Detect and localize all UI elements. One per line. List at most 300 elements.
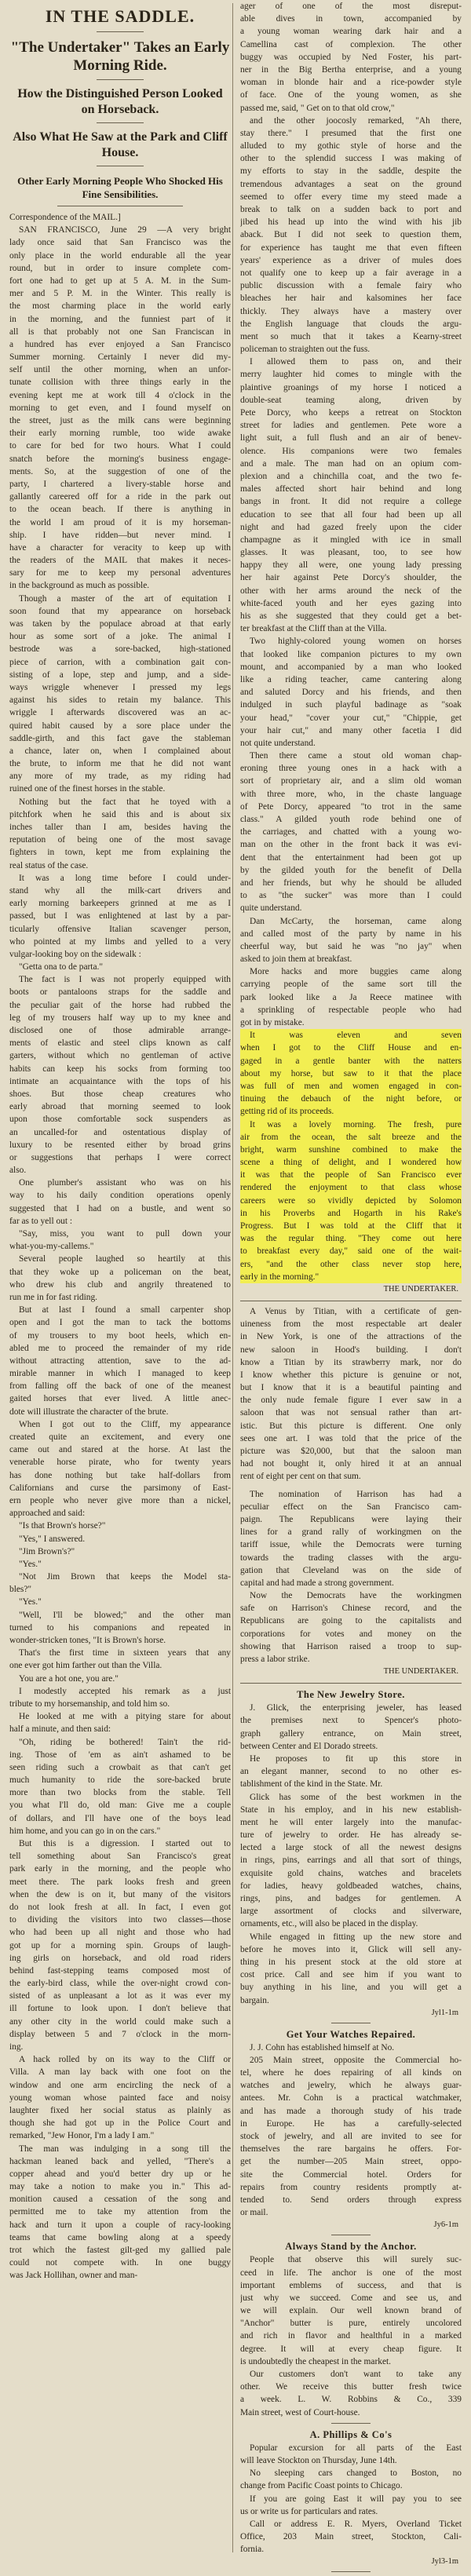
ad-tag: Jyl1-1m xyxy=(431,2008,458,2017)
ad-line: ture of jewelry to order. He has already se- xyxy=(240,1830,462,1841)
article-line: quired habit caused by a sore place under the xyxy=(9,721,231,731)
column-rule xyxy=(232,3,233,2552)
article-line: remarked, "Jew Honor, I'm a lady I am." xyxy=(9,2131,155,2141)
ad-line: lected a large stock of all the newest designs xyxy=(240,1843,462,1853)
article-line: policeman to straighten out the fuss. xyxy=(240,345,371,355)
ad-line: cost price. Call and see him if you want to xyxy=(240,1970,462,1980)
article-line: night and had gazed freely upon the cider xyxy=(240,522,462,532)
article-line: far as to yell out : xyxy=(9,1216,73,1226)
ads-separator xyxy=(240,1683,462,1684)
article-line: carrying people of the same sort till the xyxy=(240,980,462,990)
ad-line: between Center and El Dorado streets. xyxy=(240,1741,378,1751)
article-line: your head," "cover your cut," "Chippie, get xyxy=(240,713,462,723)
ad-block xyxy=(240,1688,462,2023)
article-line: eroning three young ones in a hack with a xyxy=(240,764,462,774)
deck-2: How the Distinguished Person Looked on Horseback. xyxy=(17,87,223,116)
ad-line: site the Commercial hotel. Orders for xyxy=(240,2169,462,2180)
deck-4: Other Early Morning People Who Shocked His Fine Sensibilities. xyxy=(17,175,223,200)
article-line: But at last I found a small carpenter shop xyxy=(19,1305,231,1315)
article-line: habits can keep his socks from forming too xyxy=(9,1064,231,1074)
article-line: gallantly careered off for a ride in the park out xyxy=(9,492,231,502)
political-line: gation that Cleveland was on the side of xyxy=(240,1565,462,1575)
ad-line: and has made a thorough study of his trade xyxy=(240,2106,462,2116)
article-line: ticularly offensive Italian scavenger person, xyxy=(9,924,231,934)
ad-title: A. Phillips & Co's xyxy=(309,2428,392,2440)
article-line: tribute to my horsemanship, and told him so. xyxy=(9,1698,170,1709)
article-line: could not compete with. In one buggy xyxy=(9,2258,231,2268)
article-line: ways wriggle whenever I pressed my legs xyxy=(9,682,231,692)
article-line: evening kept me at work till 4 o'clock in the xyxy=(9,390,231,400)
highlighted-line: getting rid of its proceeds. xyxy=(240,1105,462,1118)
article-line: piece of carrion, with a combination gait con- xyxy=(9,657,231,667)
ad-line: is undoubtedly the cheapest in the market. xyxy=(240,2356,392,2366)
highlighted-line: early in the morning." xyxy=(240,1271,462,1283)
article-line: not qualify one to keep up a fair average in a xyxy=(240,268,462,278)
article-line: "Oh, riding be bothered! Tain't the rid- xyxy=(19,1737,231,1747)
ad-line: before he moves into it, Glick will sell any- xyxy=(240,1944,462,1954)
ad-line: J. J. Cohn has established himself at No. xyxy=(250,2042,395,2052)
political-line: Republicans are going to the capitalists and xyxy=(240,1616,462,1626)
ad-block xyxy=(240,2027,462,2236)
article-line: much humanity to ride the sore-backed brute xyxy=(9,1775,231,1786)
article-line: I modestly accepted his remark as a just xyxy=(19,1686,231,1696)
political-line: The nomination of Harrison has had a xyxy=(250,1489,462,1499)
article-line: passed me, said, " Get on to that old crow," xyxy=(240,103,395,113)
ad-line: us or write us for particulars and rates. xyxy=(240,2506,378,2516)
article-line: run me in for fast riding. xyxy=(9,1292,97,1302)
article-line: park looked like a Ja Reece matinee with xyxy=(240,992,462,1002)
titian-line: had not bought it, only hired it at an annual xyxy=(240,1459,462,1469)
article-line: and called most of the party by name in his xyxy=(240,929,462,939)
highlighted-line: air from the ocean, the salt breeze and the xyxy=(240,1131,462,1144)
ad-line: bargain. xyxy=(240,1995,269,2005)
article-line: ing. Those of 'em as ain't ashamed to be xyxy=(9,1750,231,1760)
article-line: to as "the sucker" was more than I could xyxy=(240,891,462,901)
ad-tag: Jy6-1m xyxy=(433,2220,458,2230)
article-line: Nothing but the fact that he toyed with a xyxy=(19,797,231,807)
article-line: ing. xyxy=(9,2042,24,2052)
titian-line: the only nude female figure I ever saw in a xyxy=(240,1396,462,1406)
titian-line: but I know that it is a beautiful painting and xyxy=(240,1383,462,1393)
article-line: able dives in town, accompanied by xyxy=(240,14,462,24)
article-line: He looked at me with a pitying stare for about xyxy=(19,1712,231,1722)
article-line: tremendous advantages a seat on the ground xyxy=(240,179,462,189)
article-line: ager of one of the most disreput- xyxy=(240,2,462,11)
article-line: "Jim Brown's?" xyxy=(19,1546,75,1556)
article-line: who drew his club and angrily threatened to xyxy=(9,1279,231,1290)
ad-line: the premises next to Spencer's photo- xyxy=(240,1716,462,1726)
article-line: passed, but I was enlightened at last by a par- xyxy=(9,911,231,921)
article-line: But this is a digression. I started out to xyxy=(19,1839,231,1848)
article-line: the English language that clouds the argu- xyxy=(240,319,462,329)
article-line: her hair against Pete Dorcy's shoulder, the xyxy=(240,573,462,583)
article-line: saddle-girth, and this fact gave the stableman xyxy=(9,733,231,743)
article-line: against his sides to retain my balance. This xyxy=(9,695,231,706)
ad-line: If you are going East it will pay you to see xyxy=(250,2494,462,2504)
article-line: ner in the Big Bertha enterprise, and a young xyxy=(240,64,462,75)
article-line: More hacks and more buggies came along xyxy=(250,967,462,977)
article-line: bestrode was a sore-backed, high-stationed xyxy=(9,644,231,655)
article-line: your hair cut," and many other facetia I did xyxy=(240,725,462,735)
ad-line: antees. Mr. Cohn is a practical watchmaker, xyxy=(240,2093,462,2103)
article-line: display between 5 and 7 o'clock in the morn- xyxy=(9,2029,231,2039)
article-line: street for ladies and gentlemen. Pete wore a xyxy=(240,421,462,431)
article-line: vulgar-looking boy on the sidewalk : xyxy=(9,949,141,959)
deck-rule-2 xyxy=(97,122,144,123)
article-line: olence. His companions were two females xyxy=(240,446,462,456)
article-line: mer and 5 P. M. in the Winter. This really is xyxy=(9,289,231,299)
article-line: what-you-my-callems." xyxy=(9,1242,94,1252)
article-line: males affected short hair behind and long xyxy=(240,484,462,494)
right-column xyxy=(240,0,462,2576)
article-line: and the other joocosly remarked, "Ah there, xyxy=(250,115,462,126)
article-line: of my trousers to my boot heels, which en- xyxy=(9,1330,231,1341)
article-line: lady once said that San Francisco was the xyxy=(9,238,231,248)
article-line: turned to his companions and repeated in xyxy=(9,1622,231,1633)
article-line: fort one had to get up at 5 A. M. in the Sum- xyxy=(9,275,231,286)
article-line: bangs in front. It did not require a college xyxy=(240,497,462,507)
ad-line: an elegant manner, second to no other es- xyxy=(240,1767,462,1777)
ad-title: The New Jewelry Store. xyxy=(297,1689,405,1701)
political-line: showing that Harrison raised a troop to sup- xyxy=(240,1641,462,1651)
article-line: to the ocean beach. If there is anything in xyxy=(9,505,231,515)
article-line: or suggestions that perhaps I were correct xyxy=(9,1152,231,1162)
ad-line: "Anchor" butter is pure, entirely uncolored xyxy=(240,2319,462,2329)
highlighted-line: was the regular thing. "They come out here xyxy=(240,1232,462,1245)
article-line: break to talk on a sudden back to port and xyxy=(240,205,462,214)
article-line: hour as some sort of a joke. The animal I xyxy=(9,632,231,642)
article-body-left xyxy=(9,224,231,2282)
article-line: garters, without which no gentleman of active xyxy=(9,1051,231,1061)
ad-line: ornaments, etc., will also be placed in the display. xyxy=(240,1919,418,1929)
headline: IN THE SADDLE. xyxy=(45,6,195,26)
article-line: came out and stared at the horse. At last the xyxy=(9,1445,231,1455)
ad-title: Get Your Watches Repaired. xyxy=(286,2028,416,2040)
ad-line: for ladies, heavy goldbeaded watches, chains, xyxy=(240,1881,462,1891)
article-line: Pete Dorcy, who keeps a retreat on Stockton xyxy=(240,408,462,418)
ad-line: tablishment of the kind in the State. Mr. xyxy=(240,1779,383,1790)
article-line: pitchfork when he said this and is about six xyxy=(9,809,231,819)
article-line: sisting of a lope, step and jump, and a side- xyxy=(9,670,231,680)
article-line: SAN FRANCISCO, June 29 —A very bright xyxy=(19,225,231,235)
ad-line: themselves the rare bargains he offers. For- xyxy=(240,2144,462,2155)
article-line: in the morning, and the funniest part of it xyxy=(9,314,231,324)
article-line: seen riding such a crowbait as that can't get xyxy=(9,1762,231,1772)
highlighted-passage xyxy=(240,1029,462,1283)
article-line: stand why all the milk-cart drivers and xyxy=(9,885,231,896)
ad-line: State in his employ, and in his new establish- xyxy=(240,1804,462,1815)
article-line: and saluted Dorcy and his friends, and then xyxy=(240,688,462,698)
article-line: tunate collision with three things early in the xyxy=(9,378,231,388)
article-line: an uncalled-for and ostentatious display of xyxy=(9,1127,231,1137)
article-line: who had been up all night and those who had xyxy=(9,1928,231,1938)
article-line: That's the first time in sixteen years that any xyxy=(19,1648,231,1658)
article-line: in the background as much as possible. xyxy=(9,581,150,591)
article-line: Though a master of the art of equitation I xyxy=(19,593,231,604)
political-signature: THE UNDERTAKER. xyxy=(383,1667,458,1677)
titian-line: in New York, is one of the attractions of the xyxy=(240,1332,462,1342)
article-line: Dan McCarty, the horseman, came along xyxy=(250,916,462,926)
article-line: alluded to my gothic style of horse and the xyxy=(240,141,462,151)
article-line: Two highly-colored young women on horses xyxy=(250,637,462,647)
ad-line: graph gallery entrance, on Main street, xyxy=(240,1728,462,1739)
article-line: man on the other in the front back it was evi- xyxy=(240,840,462,850)
article-line: the world I am proud of it is my horseman- xyxy=(9,517,231,527)
article-line: got up for a morning spin. Groups of laugh- xyxy=(9,1940,231,1950)
article-line: that looked like companion pictures to my own xyxy=(240,649,462,659)
article-line: merry laughter hid comes to mingle with the xyxy=(240,370,462,380)
article-line: luxury to be resented either by broad grins xyxy=(9,1140,231,1150)
article-line: ing girls on horseback, and old road riders xyxy=(9,1953,231,1963)
article-line: and her friends, but why he should be alluded xyxy=(240,878,462,888)
article-line: their early morning rumble, too wide awake xyxy=(9,429,231,439)
article-line: by the gilded youth for the benefit of Della xyxy=(240,865,462,875)
article-line: was Jack Hollihan, owner and man- xyxy=(9,2271,138,2281)
article-line: real status of the case. xyxy=(9,860,89,870)
article-line: ship. I have ridden—but never mind. I xyxy=(9,530,231,540)
article-line: You are a hot one, you are." xyxy=(19,1673,119,1684)
article-line: may take a notion to make you in." This ad- xyxy=(9,2182,231,2192)
article-line: One plumber's assistant who was on his xyxy=(19,1178,231,1188)
article-line: morning to get even, and I found myself on xyxy=(9,403,231,413)
article-line: though she had got up in the Police Court and xyxy=(9,2118,231,2129)
article-line: ment so much that it takes a Kearny-street xyxy=(240,331,462,341)
article-line: abled me to proceed the remainder of my ride xyxy=(9,1343,231,1353)
highlighted-line: in his Proverbs and Hogarth in his Rake's xyxy=(240,1207,462,1220)
ad-line: change from Pacific Coast points to Chicago. xyxy=(240,2481,403,2491)
highlighted-line: scene a thing of delight, and I wondered how xyxy=(240,1156,462,1169)
article-line: I allowed them to pass on, and their xyxy=(250,357,462,367)
article-line: thickly. They always have a mastery over xyxy=(240,306,462,316)
political-line: lines for a grand rally of workingmen on the xyxy=(240,1527,462,1538)
titian-line: I know whether this picture is genuine or not, xyxy=(240,1370,462,1380)
article-line: to care for bed for two hours. What I could xyxy=(9,441,231,451)
article-line: have a character for veracity to keep up with xyxy=(9,542,231,553)
article-line: his as she suggested that they could get a bet- xyxy=(240,611,462,621)
article-line: tell something about San Francisco's great xyxy=(9,1852,231,1862)
article-line: window and one arm encircling the neck of a xyxy=(9,2080,231,2090)
article-line: other to the splendid success I was making of xyxy=(240,154,462,164)
article-line: self until the other morning, when an unfor- xyxy=(9,365,231,375)
ad-line: exquisite gold chains, watches and bracelets xyxy=(240,1868,462,1878)
article-line: woman in blonde hair and a rice-powder style xyxy=(240,78,462,88)
article-line: sort of proprietary air, and a slim old woman xyxy=(240,776,462,786)
article-line: when the dew is on it, but many of the visitors xyxy=(9,1889,231,1899)
article-line: and a male. The man had on an opium com- xyxy=(240,458,462,469)
ad-line: While engaged in fitting up the new store and xyxy=(250,1932,462,1942)
titian-line: saloon that was not sensual rather than art- xyxy=(240,1408,462,1418)
highlighted-line: bright, warm sunshine combined to make the xyxy=(240,1144,462,1156)
ad-line: other. We receive this butter fresh twice xyxy=(240,2382,462,2392)
article-line: indulged in such playful badinage as "soak xyxy=(240,700,462,710)
article-line: Camellina cast of complexion. The other xyxy=(240,39,462,49)
article-line: party, I chartered a livery-stable horse and xyxy=(9,479,231,489)
article-line: for experience has taught me that even fifteen xyxy=(240,243,462,253)
article-line: double-seat teaming along, driven by xyxy=(240,395,462,405)
article-line: young woman whose painted face and noisy xyxy=(9,2093,231,2103)
article-line: the most charming place in the world early xyxy=(9,301,231,312)
article-line: ments of elastic and steel clips known as calf xyxy=(9,1038,231,1049)
titian-line: rent of eight per cent on that sum. xyxy=(240,1472,361,1482)
article-line: buggy was occupied by Ned Foster, his part- xyxy=(240,52,462,62)
ad-line: Main street, west of Court-house. xyxy=(240,2407,360,2417)
article-line: It was a long time before I could under- xyxy=(19,873,231,883)
ad-line: People that observe this will surely suc- xyxy=(250,2255,462,2265)
ad-line: a week. L. W. Robbins & Co., 339 xyxy=(240,2395,462,2405)
article-line: sary for me to keep my personal adventures xyxy=(9,568,231,578)
deck-3: Also What He Saw at the Park and Cliff House. xyxy=(13,130,228,159)
ad-line: large assortment of clocks and silverware, xyxy=(240,1906,462,1917)
article-line: park early in the morning, and the people who xyxy=(9,1864,231,1874)
political-line: corporations for votes and money on the xyxy=(240,1629,462,1639)
article-signature: THE UNDERTAKER. xyxy=(383,1284,458,1293)
article-line: upon those comfortable sock suspenders as xyxy=(9,1115,231,1125)
article-line: boots or pantaloons straps for the saddle and xyxy=(9,987,231,998)
ad-line: we will explain. Our well known brand of xyxy=(240,2306,462,2316)
ad-line: buy anything in his line, and you will get a xyxy=(240,1983,462,1993)
ad-line: rings, pins, and badges for gentlemen. A xyxy=(240,1894,462,1903)
article-line: open and I got the man to tack the bottoms xyxy=(9,1318,231,1328)
article-line: way to his daily condition operations openly xyxy=(9,1191,231,1201)
article-line: was taken by the populace abroad at that early xyxy=(9,619,231,629)
article-line: bles?" xyxy=(9,1585,32,1595)
article-line: The man was indulging in a song till the xyxy=(19,2144,231,2154)
ad-line: 205 Main street, opposite the Commercial ho- xyxy=(250,2055,462,2065)
article-line: The fact is I was not properly equipped with xyxy=(19,975,231,985)
ad-separator xyxy=(331,2423,371,2424)
article-line: from falling off the back of one of the meanest xyxy=(9,1381,231,1392)
article-line: "Yes." xyxy=(19,1559,42,1569)
article-line: dent that the entertainment had been got up xyxy=(240,852,462,863)
titian-line: uineness from the most respectable art dealer xyxy=(240,1319,462,1330)
article-line: ern people who never give more than a nickel, xyxy=(9,1495,231,1505)
article-line: jibed his head up into the wind with his jib xyxy=(240,217,462,228)
article-line: without attracting attention, save to the ad- xyxy=(9,1356,231,1366)
article-line: the peculiar gait of the horse had rubbed the xyxy=(9,1000,231,1010)
article-line: also. xyxy=(9,1166,27,1176)
article-line: leg of my trousers half way up to my knee and xyxy=(9,1013,231,1023)
article-line: asked to join them at breakfast. xyxy=(240,954,352,965)
titian-line: A Venus by Titian, with a certificate of gen- xyxy=(250,1306,462,1316)
article-line: the street, just as the milk cans were beginning xyxy=(9,416,231,425)
article-line: gaited horses that ever lived. A little anec- xyxy=(9,1394,231,1404)
article-line: the carriages, and chatted with a young wo- xyxy=(240,827,462,837)
article-line: approached and said: xyxy=(9,1509,86,1519)
article-line: behind fast-stepping teams composed most of xyxy=(9,1965,231,1976)
ad-line: ceed in life. The anchor is one of the most xyxy=(240,2268,462,2278)
article-line: early abroad that morning seemed to look xyxy=(9,1102,231,1112)
article-line: Then there came a stout old woman chap- xyxy=(250,751,462,761)
article-line: ments. So, at the suggestion of one of the xyxy=(9,466,231,476)
headline-rule xyxy=(97,31,144,32)
article-line: round, but in order to insure complete com- xyxy=(9,263,231,273)
political-line: towards the trading classes with the argu- xyxy=(240,1553,462,1563)
article-line: happy they all were, one young lady pressing xyxy=(240,560,462,571)
ad-line: ment he will enter largely into the manufac- xyxy=(240,1817,462,1827)
article-line: dote will illustrate the character of the brute. xyxy=(9,1407,169,1417)
article-line: suggested that I had on a bustle, and went so xyxy=(9,1203,231,1213)
titian-line: istic. But this picture is different. One only xyxy=(240,1421,462,1431)
article-line: plexion and a chinchilla coat, and the two fe- xyxy=(240,471,462,481)
article-line: of dollars, and I'll have one of the boys lead xyxy=(9,1813,231,1823)
article-line: hackman leaned back and yelled, "There's a xyxy=(9,2156,231,2166)
ad-line: Office, 203 Main street, Stockton, Cali- xyxy=(240,2532,462,2542)
ad-block xyxy=(240,2428,462,2573)
ad-line: degree. It will at every cheap figure. It xyxy=(240,2344,462,2354)
article-line: permitted me to take my attention from the xyxy=(9,2207,231,2217)
article-line: Several people laughed so heartily at this xyxy=(19,1254,231,1264)
ad-line: get the number—205 Main street, oppo- xyxy=(240,2157,462,2167)
highlighted-line: about my horse, but saw to it that the place xyxy=(240,1067,462,1080)
article-line: "Yes." xyxy=(19,1597,42,1607)
article-line: you what I'll do, old man: Give me a couple xyxy=(9,1801,231,1811)
ad-separator xyxy=(331,2571,371,2572)
article-line: got in by mistake. xyxy=(240,1018,305,1027)
article-line: copper ahead and you'd better dry up or he xyxy=(9,2169,231,2179)
ad-line: Glick has some of the best workmen in the xyxy=(250,1792,462,1802)
article-line: light suit, a full flush and an air of benev- xyxy=(240,433,462,443)
article-line: years' experience as a driver of mules does xyxy=(240,255,462,265)
article-line: "Yes," I answered. xyxy=(19,1534,86,1544)
article-line: fighters in town, kept me from explaining the xyxy=(9,848,231,858)
article-line: stay there." I presumed that the first one xyxy=(240,128,462,138)
article-line: ter breakfast at the Cliff than at the Villa. xyxy=(240,624,387,634)
article-line: class." A gilded youth rode behind one of xyxy=(240,815,462,824)
article-line: created quite an excitement, and every one xyxy=(9,1432,231,1442)
article-line: trot which the fastest gilt-ged my gallied pale xyxy=(9,2246,231,2255)
article-line: aback. But I did not seek to question them, xyxy=(240,230,462,240)
article-line: only place in the world endurable all the year xyxy=(9,250,231,261)
article-line: one ever got him farther out than the Villa. xyxy=(9,1661,162,1671)
political-line: press a labor strike. xyxy=(240,1655,310,1664)
article-line: ill fortune to look upon. I don't believe that xyxy=(9,2004,231,2014)
political-line: Now the Democrats have the workingmen xyxy=(250,1591,462,1601)
advertisements xyxy=(240,1688,462,2572)
article-line: half a minute, and then said: xyxy=(9,1724,111,1735)
article-line: all is that probably not one San Franciscan in xyxy=(9,327,231,337)
highlighted-line: was full of men and women engaged in con- xyxy=(240,1080,462,1093)
article-line: do not look fresh at all. In fact, I even got xyxy=(9,1902,231,1912)
article-line: teams that came bowling along at a speedy xyxy=(9,2232,231,2242)
article-line: not quite understand. xyxy=(240,738,316,748)
ad-line: repairs from country residents promptly at- xyxy=(240,2182,462,2192)
article-line: meet there. The park looks fresh and green xyxy=(9,1877,231,1887)
article-line: public discussion with a female fairy who xyxy=(240,281,462,291)
article-line: of face. One of the young women, as she xyxy=(240,90,462,100)
article-line: the readers of the MAIL that makes it neces- xyxy=(9,556,231,566)
titian-item xyxy=(240,1305,462,1483)
article-line: mirable manner in which I managed to keep xyxy=(9,1369,231,1379)
political-line: capital and had made a strong government. xyxy=(240,1578,394,1588)
ad-block xyxy=(240,2239,462,2423)
article-line: has done nothing but take half-dollars from xyxy=(9,1470,231,1480)
ad-line: and rich in flavor and healthful in a marked xyxy=(240,2331,462,2341)
article-line: like a riding teacher, came cantering along xyxy=(240,674,462,684)
article-line: "Say, miss, you want to pull down your xyxy=(19,1229,231,1239)
ad-line: important emblems of success, and that is xyxy=(240,2280,462,2290)
article-line: wriggle I afterwards discovered was an ac- xyxy=(9,708,231,718)
titian-line: sees one art. I was told that the price of the xyxy=(240,1433,462,1443)
ad-line: in rings, pins, earrings and all that sort of things, xyxy=(240,1855,462,1866)
ad-title: Always Stand by the Anchor. xyxy=(285,2241,417,2253)
article-line: venerable horse pirate, who for twenty years xyxy=(9,1458,231,1468)
article-line: that they woke up a policeman on the beat, xyxy=(9,1267,231,1277)
ad-line: He proposes to fit up this store in xyxy=(250,1753,462,1764)
article-line: who pointed at my limbs and yelled to a very xyxy=(9,936,231,947)
article-line: of Pete Dorcy, appeared "to trot in the same xyxy=(240,801,462,812)
ad-line: will leave Stockton on Thursday, June 14th. xyxy=(240,2455,397,2465)
ad-line: tended to. Send orders through express xyxy=(240,2195,462,2205)
